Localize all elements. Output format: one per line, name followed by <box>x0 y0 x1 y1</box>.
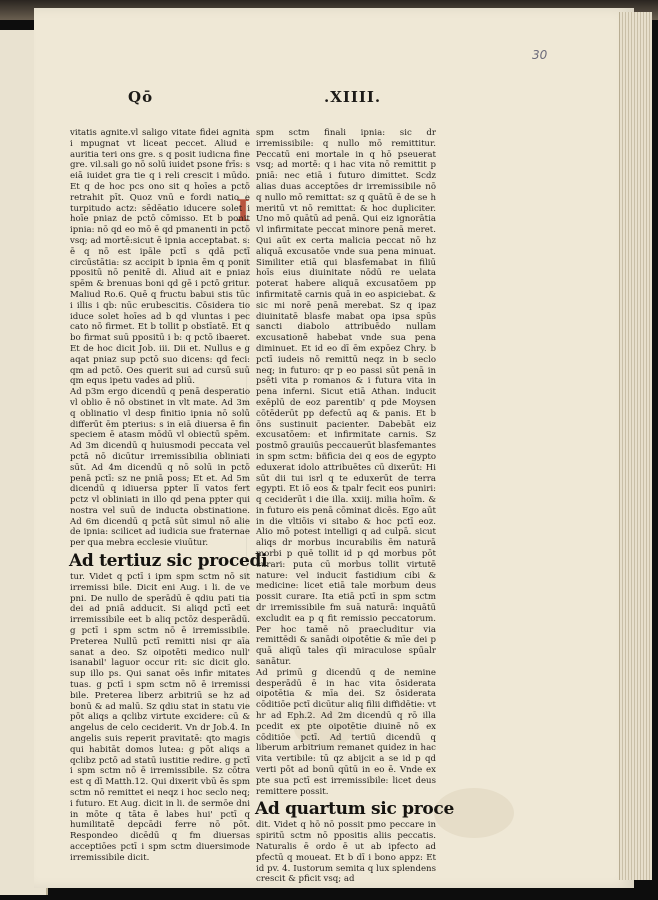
running-head-right: .XIIII. <box>324 88 382 106</box>
paragraph: vitatis agnite.vl saligo vitate fidei agnita i mpugnat vt liceat peccet. Aliud e auritia teri ons gre. s q posit iudicna fine gre. vil.sali go nō solū iuidet psone frīs: s eiā iuidet gra tie q i reli crescit i mūdo. Et q de hoc pcs ono sit q hoīes a pctō retrahit pīt. Quoz vnū e fordi natio e turpitudo actz: sēdēatio iducere solet i hoīe pniaz de pctō cōmisso. Et b ponit ipnia: nō qd eo mō ē qd pmanenti in pctō vsq; ad mortē:sicut ē ipnia acceptabat. s: ē q nō est ipāle pctī s qdā pctī circūstātia: sz accipit b ipnia ēm q ponit ppositū nō penitē di. Aliud ait e pniaz spēm & brenuas boni qd gē i pctō gritur. Maliud Ro.6. Quē q fructu babui stis tūc i illis i qb: nūc erubescitis. Cōsidera tio iduce solet hoīes ad b qd vluntas i pec cato nō firmet. Et b tollit p obstīatē. Et q bo firmat suū ppositū i b: q pctō ibaeret. Et de hoc dicit Job. iii. Dii et. Nullus e g aqat pniaz sup pctō suo dicens: qd feci: qm ad pctō. Oes querit sui ad cursū suū qm equs ipetu vades ad pliū. <box>70 128 250 387</box>
paragraph: Ad primū g dicendū q de nemine desperādū ē in hac vita ōsiderata oipotētia & mīa dei. Sz ōsiderata cōditiōe pctī dicūtur aliq filii diffidētie: vt hr ad Eph.2. Ad 2m dicendū q rō illa pcedit ex pte oipotētie diuinē nō ex cōditiōe pctī. Ad tertiū dicendū q liberum arbitrium remanet quidez in hac vita vertibile: tū qz abijcit a se id p qd verti pōt ad bonū qūtū in eo ē. Vnde ex pte sua pctī est irremissibile: licet deus remittere possit. <box>256 667 436 797</box>
text-column-right <box>255 128 454 885</box>
article-heading: Ad quartum sic proce <box>255 799 454 820</box>
article-heading: Ad tertiuz sic procedi <box>69 551 268 572</box>
running-head-left: Qō <box>128 88 154 106</box>
paragraph: Ad p3m ergo dicendū q penā desperatio vl oblio ē nō obstinet in vlt mate. Ad 3m q oblinatio vl desp finitio ipnia nō solū differūt ēm pterius: s in eiā diuersa ē fin speciem ē atasm mōdū vl obiectū spēm. Ad 3m dicendū q huiusmodi peccata vel pctā nō dicūtur irremissibilia obliniati sūt. Ad 4m dicendū q nō solū in pctō penā pctī: sz ne pniā poss; Et et. Ad 5m dicendū q idiuersa ppter lī vatos fert pctz vl obliniati in illo qd pena ppter qui nostra vel suū de inducta obstinatione. Ad 6m dicendū q pctā sūt simul nō alie de ipnia: scilicet ad iudicia sue fraternae per qua mebra ecclesie viuūtur. <box>70 387 250 549</box>
text-column-left <box>69 128 268 863</box>
paragraph: spm sctm finali ipnia: sic dr irremissibile: q nullo mō remittitur. Peccatū eni mortale in q hō pseuerat vsq; ad mortē: q i hac vita nō remittit p pniā: nec etiā i futuro dimittet. Scdz alias duas acceptōes dr irremissibile nō q nullo mō remittat: sz q quātū ē de se h meritū vt nō remittat: & hoc dupliciter. Uno mō quātū ad penā. Qui eiz ignorātia vl infirmitate peccat minore penā meret. Qui aūt ex certa malicia peccat nō hz aliquā excusatōe vnde sua pena minuat. Similiter etiā qui blasfemabat in filiū hoīs eius diuinitate nōdū re uelata poterat habere aliquā excusatōem pp infirmitatē carnis quā in eo aspiciebat. & sic mi norē penā merebat. Sz q ipaz diuinitatē blasfe mabat opa ipsa spūs sancti diabolo attribuēdo nullam excusationē habebat vnde sua pena diminuet. Et id eo dī ēm expōez Chry. b pctī iudeis nō remittū neqz in b seclo neq; in futuro: qr p eo passi sūt penā in psēti vita p romanos & i futura vita in pena inferni. Sicut etiā Athan. inducit exēplū de eoz parentib' q pde Moysen cōtēderūt pp defectū aq & panis. Et b ōns sustinuit pacienter. Dabebāt eiz excusatōem: et infirmitate carnis. Sz postmō grauiūs peccauerūt blasfemantes in spm sctm: bñficia dei q eos de egypto eduxerat idolo attribuētes cū dixerūt: Hi sūt dii tui isrl q te eduxerūt de terra egypti. Et iō eos & tpalr fecit eos puniri: q ceciderūt i die illa. xxiij. milia hoīm. & in futuro eis penā cōminat dicēs. Ego aūt in die vltiōis vi sitabo & hoc pctī eoz. Alio mō potest intelligi q ad culpā. sicut aliqs dr morbus incurabilis ēm naturā morbi p quē tollit id p qd morbus pōt curari: puta cū morbus tollit virtutē nature: vel inducit fastidium cibi & medicine: licet etiā tale morbum deus possit curare. Ita etiā pctī in spm sctm dr irremissibile fm suā naturā: inquātū excludit ea p q fit remissio peccatorum. Per hoc tamē nō praecluditur via remittēdi & sanādi oipotētie & mīe dei p quā aliqū tales qīi miraculose spūalr sanātur. <box>256 128 436 668</box>
paragraph: tur. Videt q pctī i ipm spm sctm nō sit irremissi bile. Dicit eni Aug. i li. de ve pni. De nullo de sperādū ē qdiu pati tia dei ad pniā adducit. Si aliqd pctī eet irremissibile eet b aliq pctōz desperādū. g pctī i spm sctm nō ē irremissibile. Preterea Nullū pctī remitti nisi qr aīa sanat a deo. Sz oipotēti medico null' isanabil' laguor occur rit: sic dicit glo. sup illo ps. Qui sanat oēs infir mitates tuas. g pctī i spm sctm nō ē irremissi bile. Preterea liberz arbitriū se hz ad bonū & ad malū. Sz qdiu stat in statu vie pōt aliqs a qclibz virtute excidere: cū & angelus de celo ceciderit. Vn dr Job.4. In angelis suis reperit pravitatē: qto magis qui habitāt domos lutea: g pōt aliqs a qclibz pctō ad statū iustitie redire. g pctī i spm sctm nō ē irremissibile. Sz cōtra est q dī Matth.12. Qui dixerit vbū ēs spm sctm nō remittet ei neqz i hoc seclo neq; i futuro. Et Aug. dicit in li. de sermōe dni in mōte q tāta ē labes hui' pctī q humilitatē depcādi ferre nō pōt. Respondeo dicēdū q fm diuersas acceptiōes pctī i spm sctm diuersimode irremissibile dicit. <box>70 572 250 863</box>
folio-number: 30 <box>532 48 548 62</box>
paragraph: dit. Videt q hō nō possit pmo peccare in spiritū sctm nō ppositis aliis peccatis. Naturalis ē ordo ē ut ab ipfecto ad pfectū q moueat. Et b dī i bono appz: Et id pv. 4. Iustorum semita q lux splendens crescit & pficit vsq; ad <box>256 820 436 885</box>
page-stack-edge <box>619 12 652 880</box>
rubricated-initial: I <box>236 194 251 229</box>
